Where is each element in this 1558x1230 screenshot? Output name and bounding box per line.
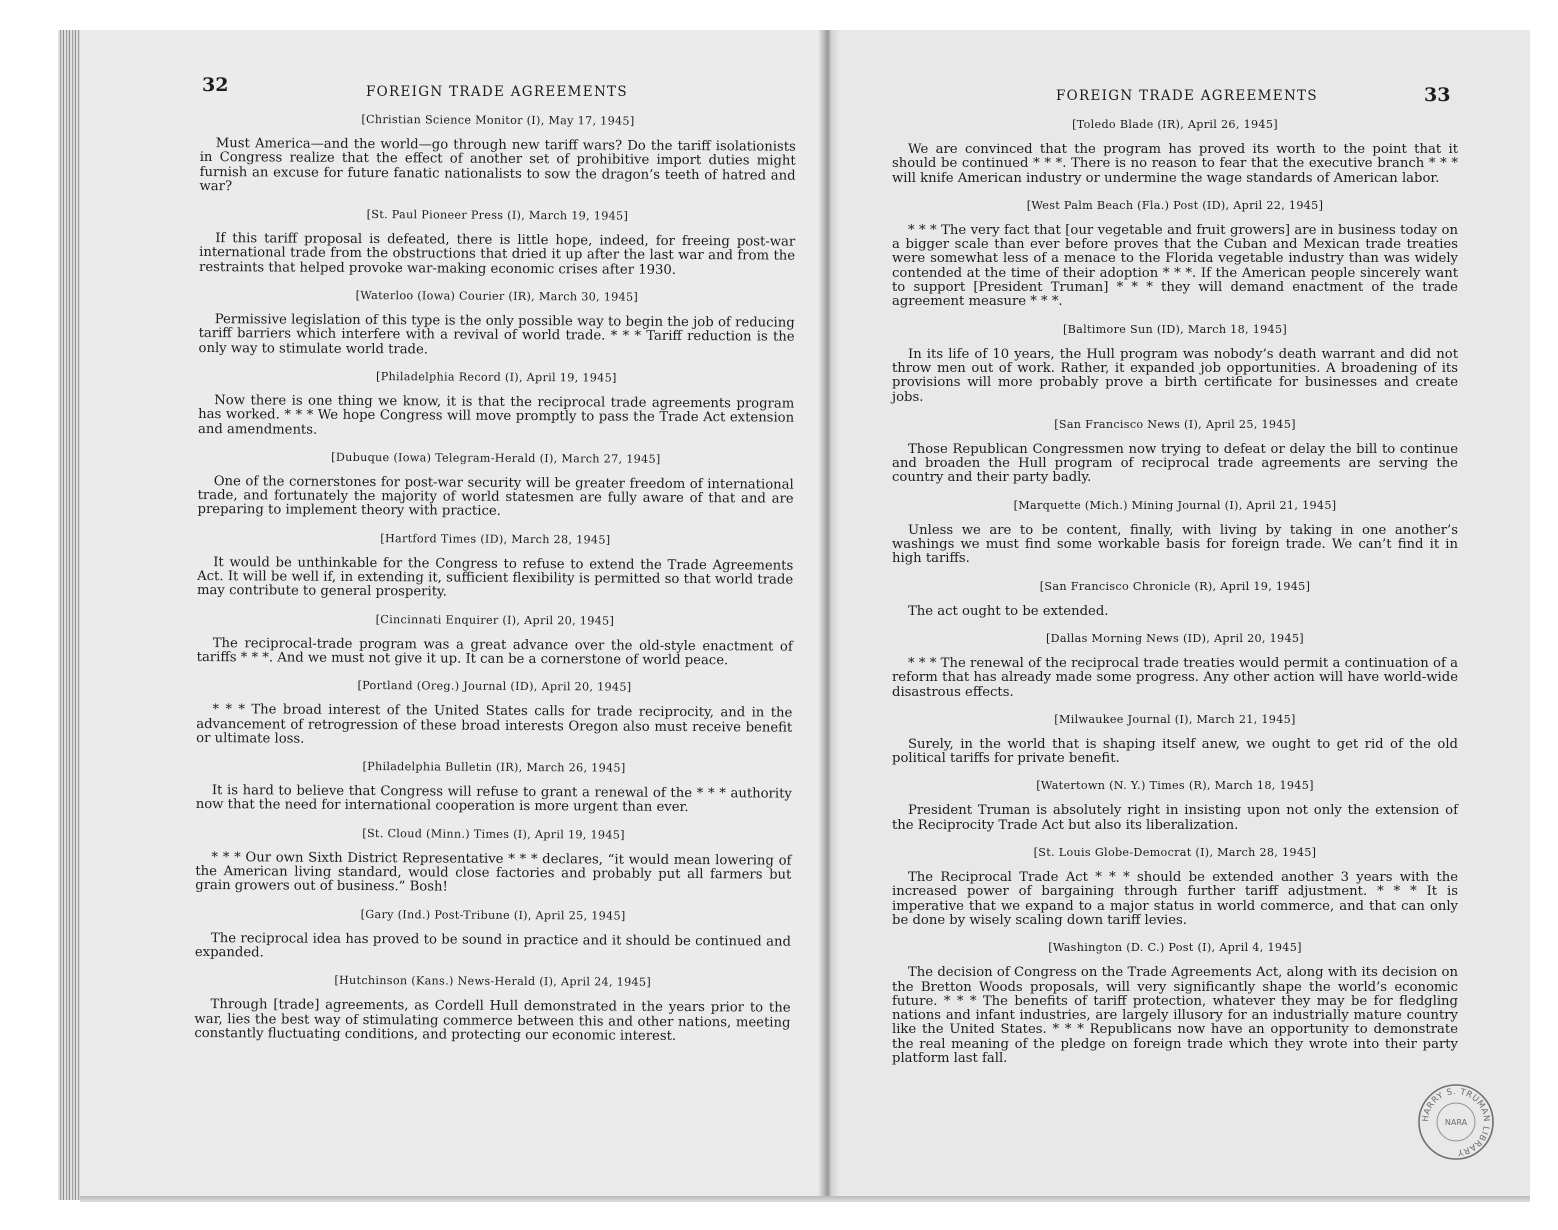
- editorial-entry: [195, 826, 791, 898]
- stamp-outer-text: HARRY S. TRUMAN LIBRARY: [1420, 1086, 1492, 1158]
- editorial-text: Surely, in the world that is shaping itself anew, we ought to get rid of the old political tariffs for private benefit.: [892, 736, 1458, 767]
- editorial-entry: [199, 207, 795, 279]
- editorial-text: We are convinced that the program has proved its worth to the point that it should be continued * * *. There is no reason to fear that the executive branch * * * will knife American industry or undermine the wage standards of American labor.: [892, 142, 1458, 186]
- source-heading: [Toledo Blade (IR), April 26, 1945]: [1072, 118, 1278, 131]
- left-column: [194, 112, 796, 1058]
- editorial-entry: [196, 759, 792, 816]
- editorial-entry: [892, 118, 1458, 186]
- editorial-text: * * * The very fact that [our vegetable and fruit growers] are in business today on a bigger scale than ever before proves that the Cuban and Mexican trade treaties were somewhat less of a menace to the Florida vegetable industry than was widely contended at the time of their adoption * * *. If the American people sincerely want to support [President Truman] * * * they will demand enactment of the trade agreement measure * * *.: [892, 222, 1458, 310]
- source-heading: [San Francisco News (I), April 25, 1945]: [1054, 417, 1296, 431]
- source-heading: [Waterloo (Iowa) Courier (IR), March 30, 1945]: [355, 289, 639, 304]
- editorial-entry: [892, 499, 1458, 567]
- source-heading: [Milwaukee Journal (I), March 21, 1945]: [1054, 712, 1296, 726]
- editorial-text: Unless we are to be content, finally, with living by taking in one another’s washings we must find some workable basis for foreign trade. We can’t find it in high tariffs.: [892, 522, 1458, 567]
- left-page: [80, 30, 828, 1202]
- editorial-text: Those Republican Congressmen now trying to defeat or delay the bill to continue and broaden the Hull program of reciprocal trade agreements are serving the country and their party badly.: [892, 441, 1458, 486]
- source-heading: [Cincinnati Enquirer (I), April 20, 1945]: [375, 612, 615, 628]
- editorial-text: In its life of 10 years, the Hull program was nobody’s death warrant and did not throw men out of work. Rather, it expanded job opportunities. A broadening of its provisions will more probably prove a birth certificate for businesses and create jobs.: [892, 346, 1458, 405]
- editorial-text: The reciprocal idea has proved to be sound in practice and it should be continued and expanded.: [194, 930, 791, 961]
- book-gutter-shadow: [818, 30, 840, 1202]
- running-head: FOREIGN TRADE AGREEMENTS: [1056, 88, 1318, 104]
- source-heading: [Watertown (N. Y.) Times (R), March 18, 1945]: [1036, 779, 1314, 793]
- source-heading: [Dallas Morning News (ID), April 20, 1945]: [1046, 631, 1304, 645]
- source-heading: [Portland (Oreg.) Journal (ID), April 20, 1945]: [357, 679, 632, 694]
- source-heading: [Christian Science Monitor (I), May 17, 1945]: [361, 112, 635, 128]
- source-heading: [Dubuque (Iowa) Telegram-Herald (I), March 27, 1945]: [331, 450, 661, 466]
- editorial-text: Must America—and the world—go through new tariff wars? Do the tariff isolationists in Congress realize that the effect of another set of prohibitive import duties might furnish an excuse for future fanatic nationalists to sow the dragon’s teeth of hatred and war?: [199, 136, 796, 195]
- editorial-entry: [199, 112, 795, 198]
- editorial-text: Now there is one thing we know, it is that the reciprocal trade agreements program has worked. * * * We hope Congress will move promptly to pass the Trade Act extension and amendments.: [198, 393, 795, 438]
- page-stack-edges: [58, 30, 82, 1200]
- source-heading: [Gary (Ind.) Post-Tribune (I), April 25, 1945]: [360, 907, 626, 923]
- source-heading: [St. Paul Pioneer Press (I), March 19, 1945]: [366, 208, 629, 223]
- editorial-entry: [196, 678, 792, 750]
- editorial-text: The reciprocal-trade program was a great advance over the old-style enactment of tariffs * * *. And we must not give it up. It can be a cornerstone of world peace.: [196, 635, 793, 669]
- editorial-entry: [198, 450, 794, 522]
- page-number: 33: [1424, 84, 1451, 106]
- editorial-text: It is hard to believe that Congress will refuse to grant a renewal of the * * * authority now that the need for international cooperation is more urgent than ever.: [195, 783, 792, 816]
- source-heading: [West Palm Beach (Fla.) Post (ID), April 22, 1945]: [1026, 198, 1324, 212]
- editorial-entry: [892, 418, 1458, 486]
- stamp-inner-text: NARA: [1444, 1118, 1468, 1127]
- editorial-text: One of the cornerstones for post-war security will be greater freedom of international trade, and fortunately the majority of world statesmen are fully aware of that and are preparing to implement theory with practice.: [197, 473, 794, 520]
- source-heading: [San Francisco Chronicle (R), April 19, 1945]: [1039, 579, 1311, 593]
- editorial-text: If this tariff proposal is defeated, there is little hope, indeed, for freeing post-war international trade from the obstructions that dried it up after the last war and from the restraints that helped provoke war-making economic crises after 1930.: [199, 231, 796, 278]
- page-number: 32: [202, 74, 229, 96]
- editorial-text: Permissive legislation of this type is the only possible way to begin the job of reducing tariff barriers which interfere with a revival of world trade. * * * Tariff reduction is the only way to stimulate world trade.: [198, 312, 795, 358]
- editorial-entry: [197, 531, 793, 603]
- right-column: [892, 118, 1458, 1079]
- editorial-text: The decision of Congress on the Trade Agreements Act, along with its decision on the Bretton Woods proposals, will very significantly shape the world’s economic future. * * * The benefits of tariff protection, whatever they may be for fledgling nations and infant industries, are largely illusory for an industrially mature country like the United States. * * * Republicans now have an opportunity to demonstrate the real meaning of the pledge on foreign trade which they wrote into their party platform last fall.: [892, 965, 1458, 1066]
- editorial-text: * * * The broad interest of the United States calls for trade reciprocity, and in the advancement of retrogression of these broad interests Oregon also must receive benefit or ultimate loss.: [196, 702, 793, 747]
- editorial-entry: [198, 369, 794, 441]
- editorial-entry: [195, 907, 791, 964]
- right-page: [828, 30, 1530, 1202]
- source-heading: [Hartford Times (ID), March 28, 1945]: [380, 531, 611, 547]
- editorial-entry: [892, 580, 1458, 619]
- editorial-entry: [197, 612, 793, 669]
- editorial-entry: [892, 846, 1458, 928]
- source-heading: [St. Cloud (Minn.) Times (I), April 19, 1945]: [362, 826, 625, 842]
- library-stamp-icon: [1416, 1082, 1496, 1162]
- editorial-text: The Reciprocal Trade Act * * * should be extended another 3 years with the increased power of bargaining through further tariff adjustment. * * * It is imperative that we expand to a major status in world commerce, and that can only be done by wisely scaling down tariff levies.: [892, 870, 1458, 928]
- editorial-entry: [892, 323, 1458, 405]
- running-head: FOREIGN TRADE AGREEMENTS: [366, 84, 628, 100]
- source-heading: [Philadelphia Record (I), April 19, 1945]: [376, 370, 617, 385]
- editorial-entry: [892, 632, 1458, 700]
- source-heading: [Philadelphia Bulletin (IR), March 26, 1945]: [362, 760, 626, 775]
- editorial-text: President Truman is absolutely right in insisting upon not only the extension of the Reciprocity Trade Act but also its liberalization.: [892, 803, 1458, 833]
- editorial-entry: [892, 713, 1458, 767]
- source-heading: [Hutchinson (Kans.) News-Herald (I), April 24, 1945]: [334, 974, 652, 989]
- editorial-text: The act ought to be extended.: [908, 603, 1109, 619]
- page-bottom-edge: [80, 1196, 1530, 1202]
- source-heading: [Marquette (Mich.) Mining Journal (I), April 21, 1945]: [1013, 498, 1337, 512]
- editorial-text: * * * The renewal of the reciprocal trade treaties would permit a continuation of a reform that has already made some progress. Any other action will have world-wide disastrous effects.: [892, 655, 1458, 700]
- editorial-entry: [892, 199, 1458, 310]
- source-heading: [St. Louis Globe-Democrat (I), March 28, 1945]: [1033, 846, 1317, 860]
- editorial-text: It would be unthinkable for the Congress to refuse to extend the Trade Agreements Act. It will be well if, in extending it, sufficient flexibility is permitted so that world trade may contribute to general prosperity.: [197, 554, 794, 600]
- editorial-entry: [892, 779, 1458, 833]
- source-heading: [Washington (D. C.) Post (I), April 4, 1945]: [1048, 941, 1302, 955]
- editorial-text: Through [trade] agreements, as Cordell Hull demonstrated in the years prior to the war, lies the best way of stimulating commerce between this and other nations, meeting constantly fluctuating conditions, and protecting our economic interest.: [194, 997, 791, 1044]
- source-heading: [Baltimore Sun (ID), March 18, 1945]: [1062, 322, 1288, 336]
- editorial-entry: [194, 973, 790, 1045]
- editorial-entry: [892, 941, 1458, 1066]
- editorial-entry: [199, 288, 795, 360]
- editorial-text: * * * Our own Sixth District Representative * * * declares, “it would mean lowering of the American living standard, would close factories and probably put all farmers but grain growers out of business.” Bosh!: [195, 849, 792, 895]
